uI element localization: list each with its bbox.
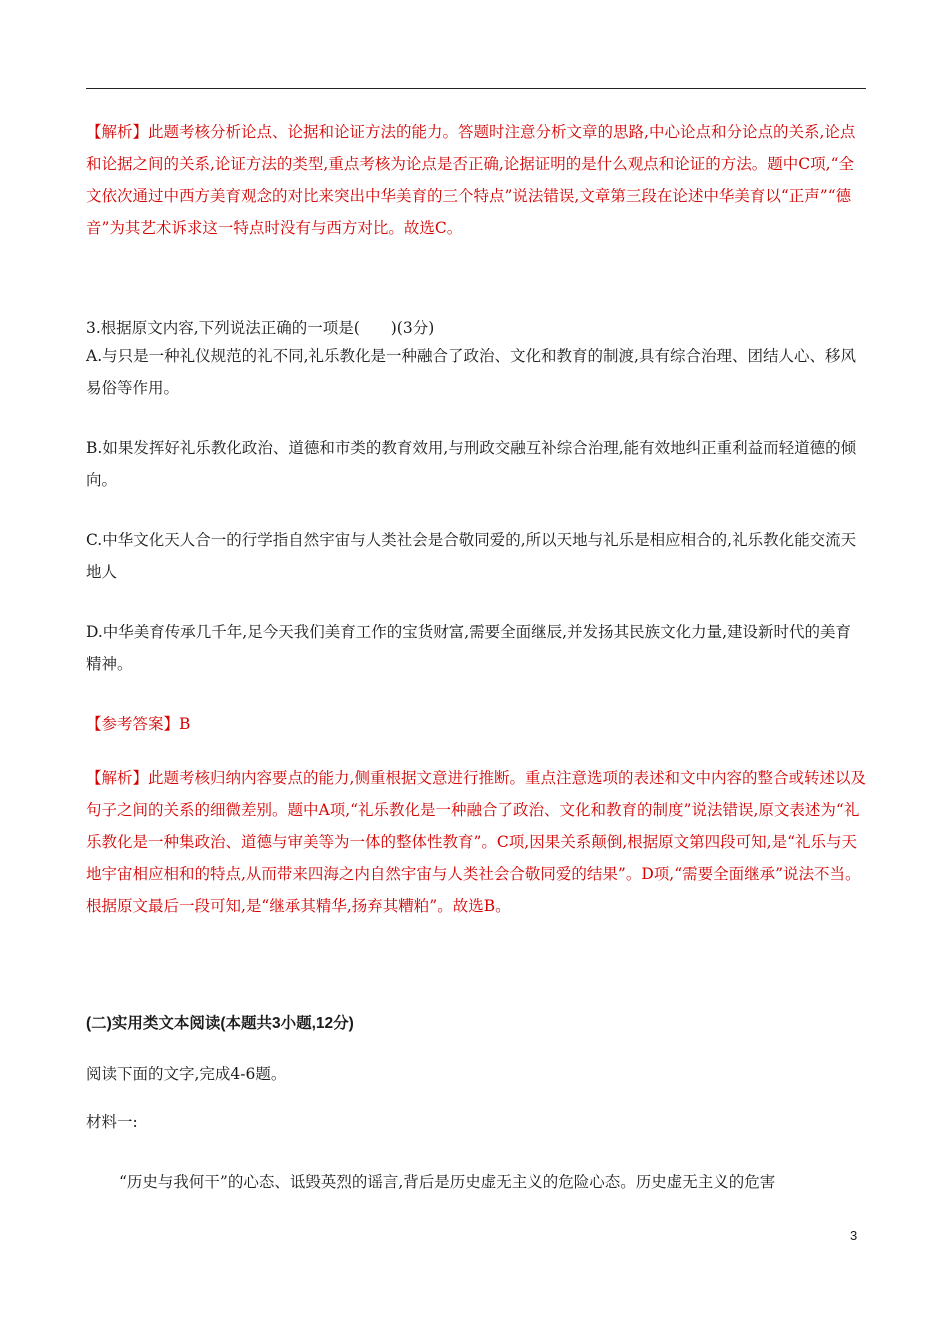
option-b: B.如果发挥好礼乐教化政治、道德和市类的教育效用,与刑政交融互补综合治理,能有效地纠正重利益而轻道德的倾向。	[86, 439, 857, 489]
analysis-text: 此题考核归纳内容要点的能力,侧重根据文意进行推断。重点注意选项的表述和文中内容的整合或转述以及句子之间的关系的细微差别。题中A项,“礼乐教化是一种融合了政治、文化和教育的制度”说法错误,原文表述为“礼乐教化是一种集政治、道德与审美等为一体的整体性教育”。C项,因果关系颠倒,根据原文第四段可知,是“礼乐与天地宇宙相应相和的特点,从而带来四海之内自然宇宙与人类社会合敬同爱的结果”。D项,“需要全面继承”说法不当。根据原文最后一段可知,是“继承其精华,扬弃其糟粕”。故选B。	[86, 769, 866, 915]
answer-3	[86, 708, 866, 740]
analysis-label: 【解析】	[86, 769, 149, 787]
section-instruction: 阅读下面的文字,完成4-6题。	[86, 1065, 287, 1083]
header-rule	[86, 88, 866, 89]
material-text: “历史与我何干”的心态、诋毁英烈的谣言,背后是历史虚无主义的危险心态。历史虚无主义的危害	[119, 1173, 776, 1191]
question-3-stem: 3.根据原文内容,下列说法正确的一项是( )(3分)	[86, 319, 435, 337]
analysis-label: 【解析】	[86, 123, 149, 141]
option-d: D.中华美育传承几千年,足今天我们美育工作的宝货财富,需要全面继辰,并发扬其民族文化力量,建设新时代的美育精神。	[86, 623, 852, 673]
material-label: 材料一:	[86, 1113, 138, 1131]
section-heading: (二)实用类文本阅读(本题共3小题,12分)	[86, 1015, 354, 1032]
page-number: 3	[850, 1228, 858, 1243]
answer-value: B	[179, 715, 191, 733]
option-c: C.中华文化天人合一的行学指自然宇宙与人类社会是合敬同爱的,所以天地与礼乐是相应相合的,礼乐教化能交流天地人	[86, 531, 857, 581]
analysis-text: 此题考核分析论点、论据和论证方法的能力。答题时注意分析文章的思路,中心论点和分论点的关系,论点和论据之间的关系,论证方法的类型,重点考核为论点是否正确,论据证明的是什么观点和论证的方法。题中C项,“全文依次通过中西方美育观念的对比来突出中华美育的三个特点”说法错误,文章第三段在论述中华美育以“正声”“德音”为其艺术诉求这一特点时没有与西方对比。故选C。	[86, 123, 856, 237]
analysis-3	[86, 762, 866, 922]
option-a: A.与只是一种礼仪规范的礼不同,礼乐教化是一种融合了政治、文化和教育的制渡,具有综合治理、团结人心、移风易俗等作用。	[86, 347, 856, 397]
analysis-1	[86, 116, 866, 244]
answer-label: 【参考答案】	[86, 715, 180, 733]
